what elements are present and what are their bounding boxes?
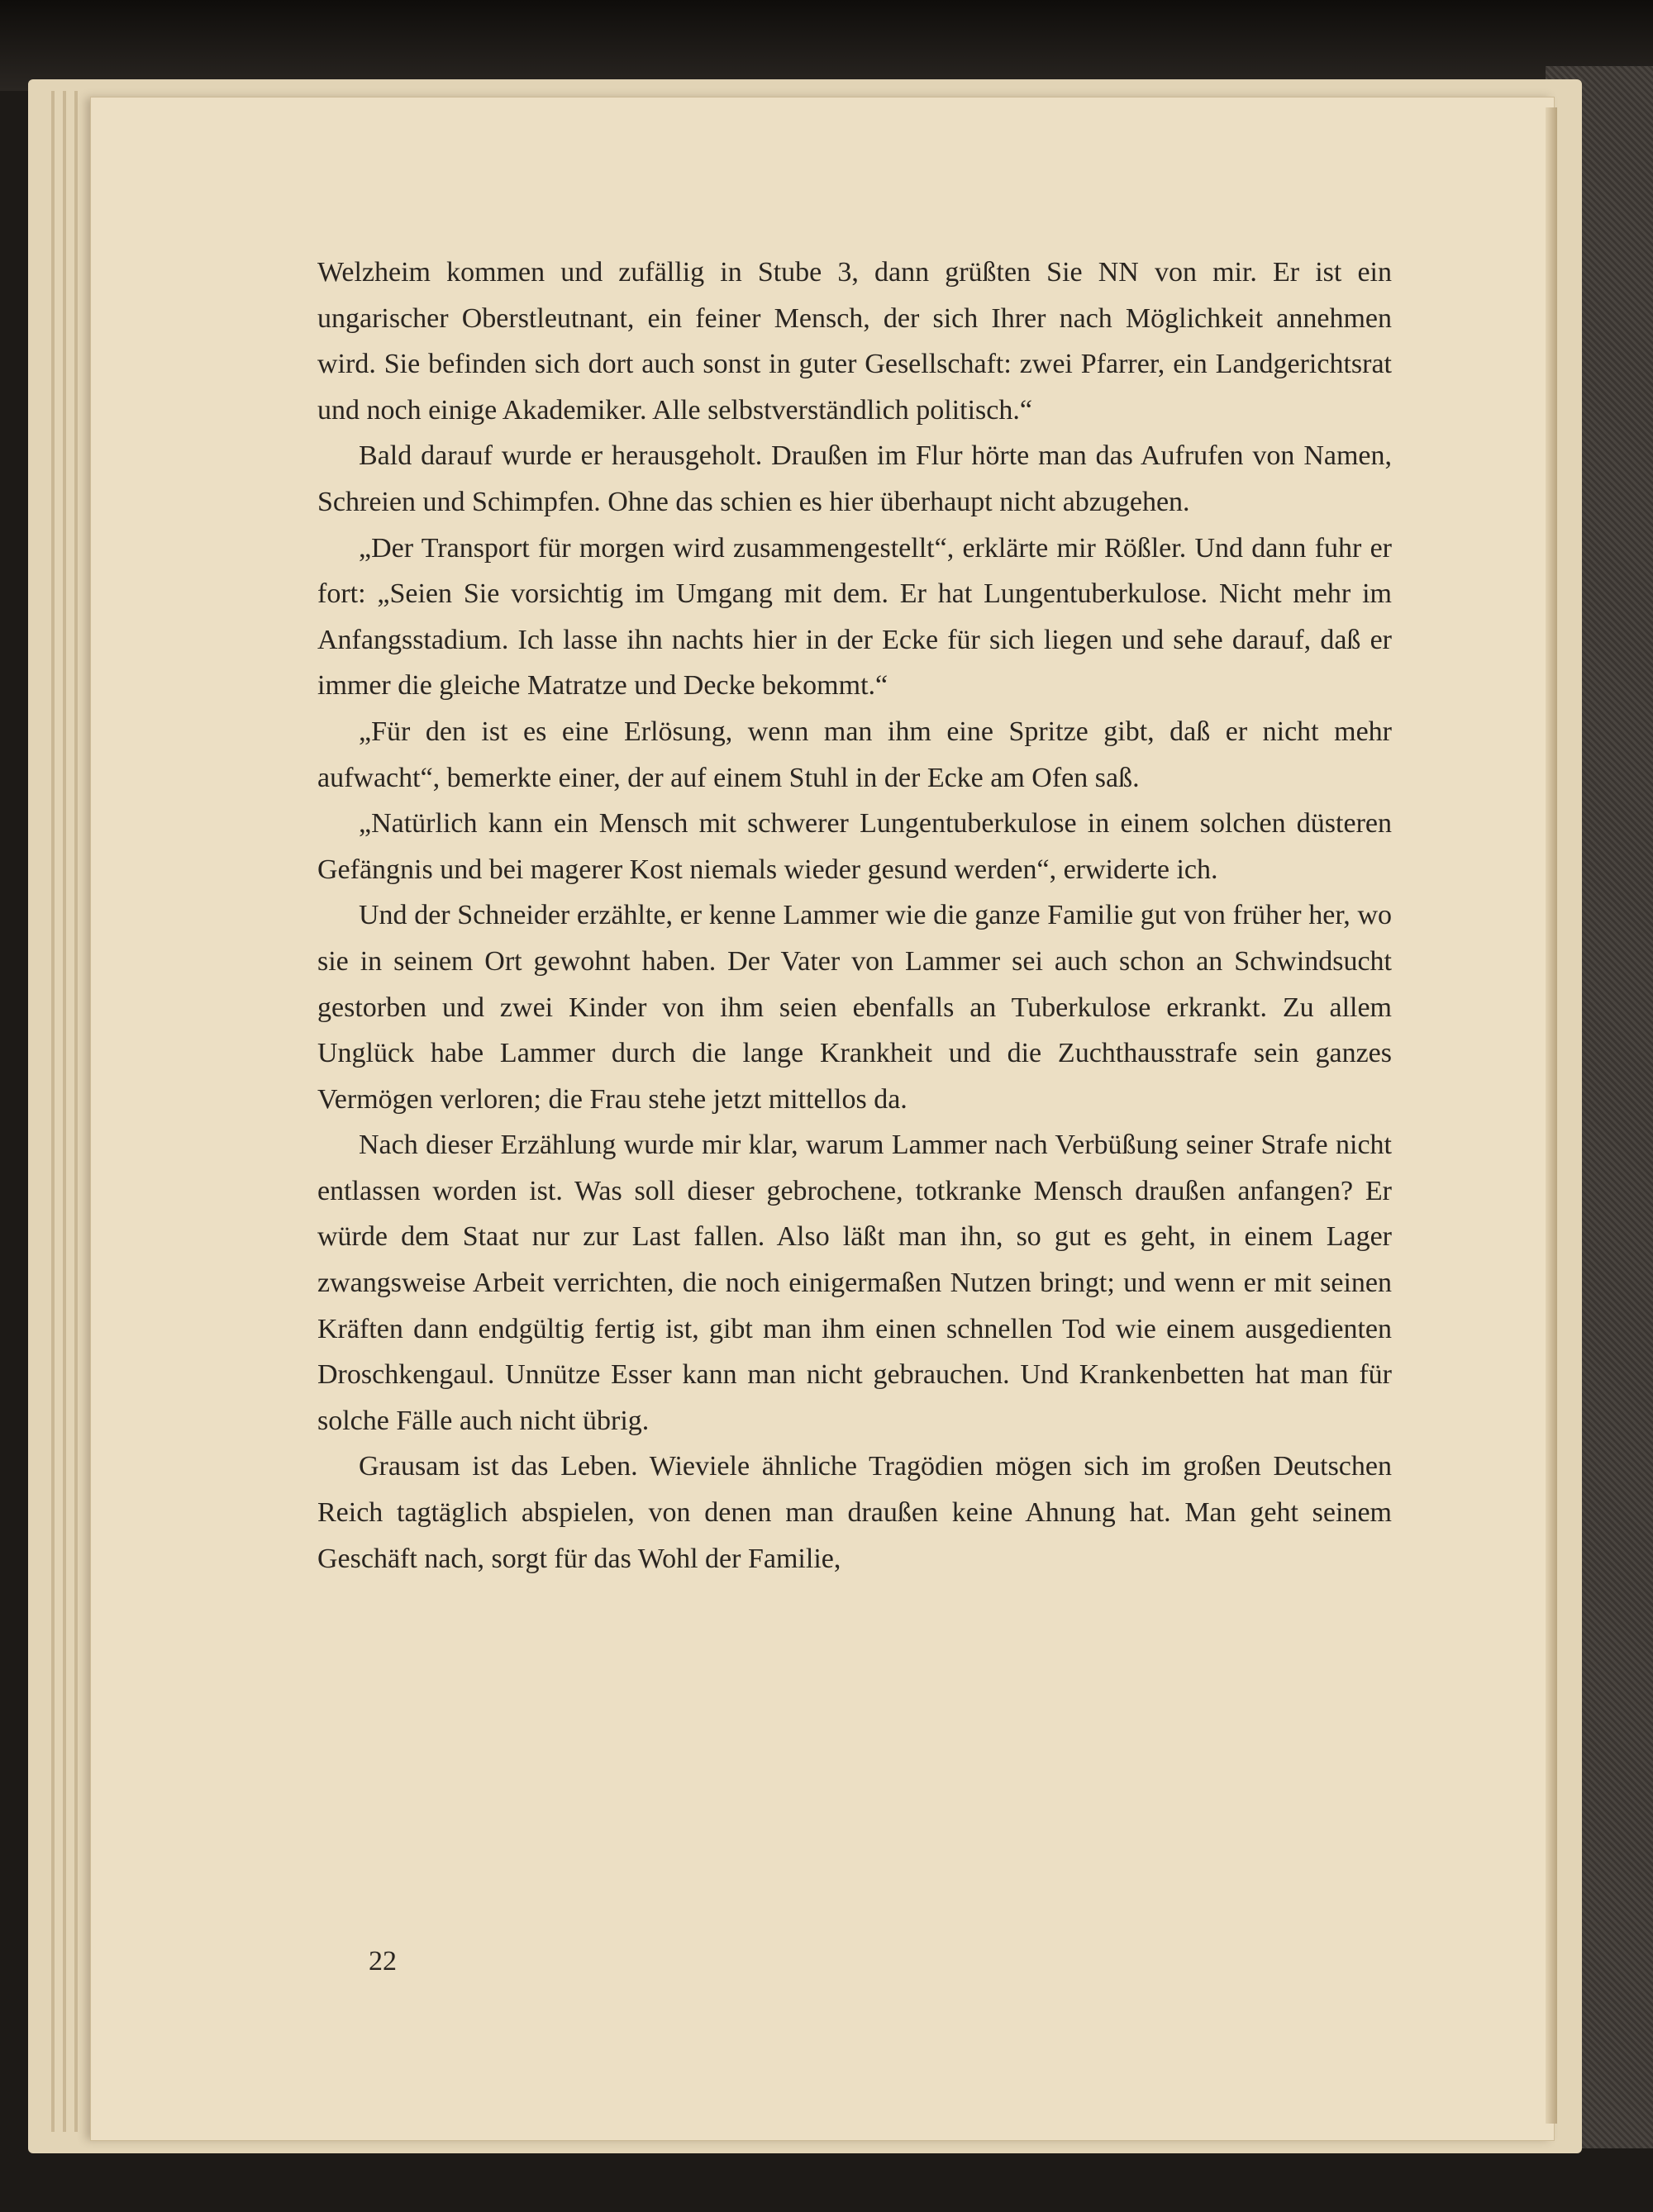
paragraph: „Natürlich kann ein Mensch mit schwerer Lungentuberkulose in einem solchen düsteren Gefängnis und bei magerer Kost niemals wieder gesund werden“, erwiderte ich.	[317, 808, 1392, 885]
page-gutter	[1546, 107, 1557, 2124]
paragraph: Grausam ist das Leben. Wieviele ähnliche Tragödien mögen sich im großen Deutschen Reich tagtäglich abspielen, von denen man draußen keine Ahnung hat. Man geht seinem Geschäft nach, sorgt für das Wohl der Familie,	[317, 1451, 1392, 1574]
paragraph: „Der Transport für morgen wird zusammengestellt“, erklärte mir Rößler. Und dann fuhr er fort: „Seien Sie vorsichtig im Umgang mit dem. Er hat Lungentuberkulose. Nicht mehr im Anfangsstadium. Ich lasse ihn nachts hier in der Ecke für sich liegen und sehe darauf, daß er immer die gleiche Matratze und Decke bekommt.“	[317, 532, 1392, 702]
paragraph: „Für den ist es eine Erlösung, wenn man ihm eine Spritze gibt, daß er nicht mehr aufwacht“, bemerkte einer, der auf einem Stuhl in der Ecke am Ofen saß.	[317, 716, 1392, 793]
body-text	[317, 250, 1392, 1582]
paragraph: Welzheim kommen und zufällig in Stube 3, dann grüßten Sie NN von mir. Er ist ein ungarischer Oberstleutnant, ein feiner Mensch, der sich Ihrer nach Möglichkeit annehmen wird. Sie befinden sich dort auch sonst in guter Gesellschaft: zwei Pfarrer, ein Landgerichtsrat und noch einige Akademiker. Alle selbstverständlich politisch.“	[317, 257, 1392, 426]
page-number: 22	[369, 1946, 397, 1977]
page-edge	[74, 91, 78, 2132]
book-binding-top	[0, 0, 1653, 91]
page-edge	[51, 91, 55, 2132]
paragraph: Nach dieser Erzählung wurde mir klar, warum Lammer nach Verbüßung seiner Strafe nicht entlassen worden ist. Was soll dieser gebrochene, totkranke Mensch draußen anfangen? Er würde dem Staat nur zur Last fallen. Also läßt man ihn, so gut es geht, in einem Lager zwangsweise Arbeit verrichten, die noch einigermaßen Nutzen bringt; und wenn er mit seinen Kräften dann endgültig fertig ist, gibt man ihm einen schnellen Tod wie einem ausgedienten Droschkengaul. Unnütze Esser kann man nicht gebrauchen. Und Krankenbetten hat man für solche Fälle auch nicht übrig.	[317, 1130, 1392, 1436]
paragraph: Und der Schneider erzählte, er kenne Lammer wie die ganze Familie gut von früher her, wo sie in seinem Ort gewohnt haben. Der Vater von Lammer sei auch schon an Schwindsucht gestorben und zwei Kinder von ihm seien ebenfalls an Tuberkulose erkrankt. Zu allem Unglück habe Lammer durch die lange Krankheit und die Zuchthausstrafe sein ganzes Vermögen verloren; die Frau stehe jetzt mittellos da.	[317, 900, 1392, 1115]
page-edge	[63, 91, 66, 2132]
paragraph: Bald darauf wurde er herausgeholt. Draußen im Flur hörte man das Aufrufen von Namen, Schreien und Schimpfen. Ohne das schien es hier überhaupt nicht abzugehen.	[317, 440, 1392, 517]
